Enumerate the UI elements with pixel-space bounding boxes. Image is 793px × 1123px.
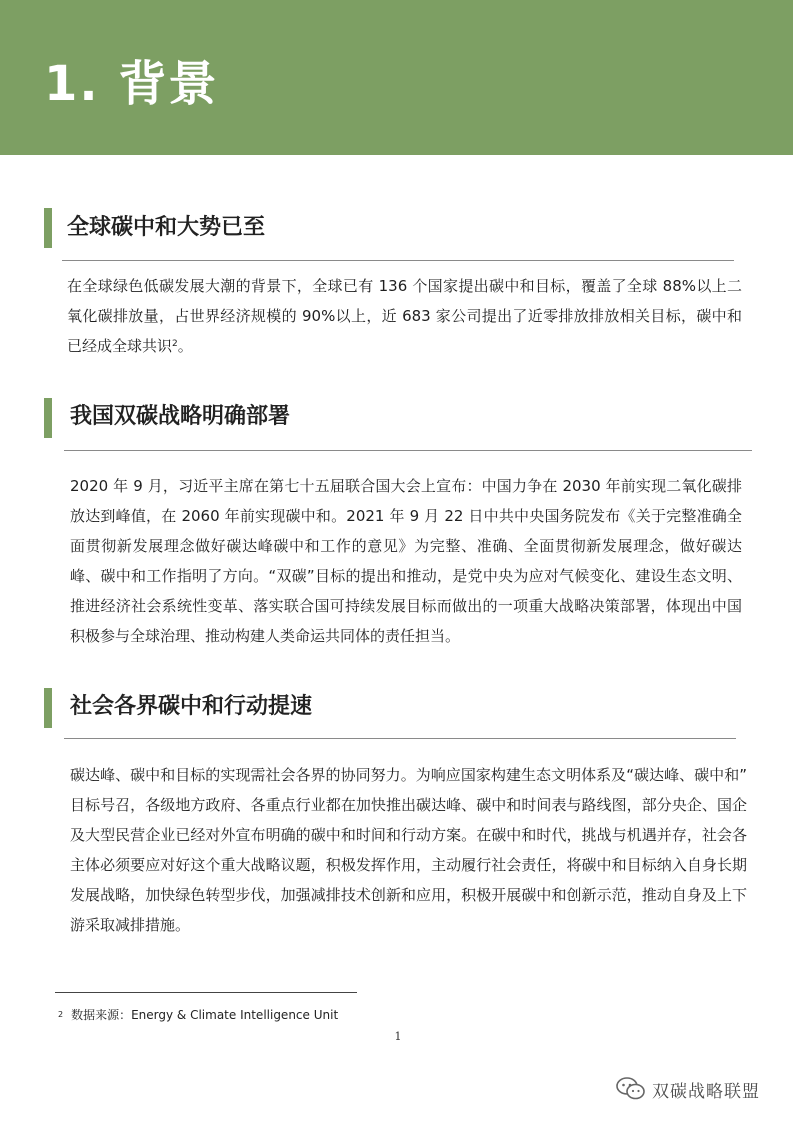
watermark-text: 双碳战略联盟: [652, 1081, 760, 1102]
footnote-divider: [55, 992, 357, 993]
section-marker: [44, 398, 52, 438]
page-number: 1: [394, 1030, 402, 1043]
section-divider: [64, 450, 752, 451]
section-marker: [44, 208, 52, 248]
header-banner: [0, 0, 793, 155]
paragraph-text-end: 。: [177, 337, 193, 355]
watermark: [616, 1074, 760, 1104]
section-paragraph: 2020 年 9 月，习近平主席在第七十五届联合国大会上宣布：中国力争在 2030 年前实现二氧化碳排放达到峰值，在 2060 年前实现碳中和。2021 年 9 月 22 日中共中央国务院发布《关于完整准确全面贯彻新发展理念做好碳达峰碳中和工作的意见》为完整、准确、全面贯彻新发展理念，做好碳达峰、碳中和工作指明了方向。“双碳”目标的提出和推动，是党中央为应对气候变化、建设生态文明、推进经济社会系统性变革、落实联合国可持续发展目标而做出的一项重大战略决策部署，体现出中国积极参与全球治理、推动构建人类命运共同体的责任担当。: [70, 477, 742, 645]
section-divider: [62, 260, 734, 261]
section-paragraph: [67, 271, 742, 361]
wechat-icon: [616, 1076, 652, 1102]
footnote: [58, 1006, 338, 1024]
section-heading: 我国双碳战略明确部署: [70, 404, 291, 429]
footnote-text: 数据来源：Energy & Climate Intelligence Unit: [71, 1008, 339, 1022]
footnote-marker: 2: [58, 1010, 64, 1019]
footnote-reference: 2: [172, 339, 178, 349]
section-divider: [64, 738, 736, 739]
paragraph-text: 在全球绿色低碳发展大潮的背景下，全球已有 136 个国家提出碳中和目标，覆盖了全球 88%以上二氧化碳排放量，占世界经济规模的 90%以上，近 683 家公司提出了近零排放排放相关目标，碳中和已经成全球共识: [67, 277, 742, 355]
section-heading: 全球碳中和大势已至: [67, 215, 266, 240]
section-paragraph: 碳达峰、碳中和目标的实现需社会各界的协同努力。为响应国家构建生态文明体系及“碳达峰、碳中和” 目标号召，各级地方政府、各重点行业都在加快推出碳达峰、碳中和时间表与路线图，部分央企、国企及大型民营企业已经对外宣布明确的碳中和时间和行动方案。在碳中和时代，挑战与机遇并存，社会各主体必须要应对好这个重大战略议题，积极发挥作用，主动履行社会责任，将碳中和目标纳入自身长期发展战略，加快绿色转型步伐，加强减排技术创新和应用，积极开展碳中和创新示范，推动自身及上下游采取减排措施。: [70, 766, 747, 934]
page-title: 1. 背景: [44, 56, 219, 112]
section-heading: 社会各界碳中和行动提速: [70, 694, 313, 719]
section-marker: [44, 688, 52, 728]
